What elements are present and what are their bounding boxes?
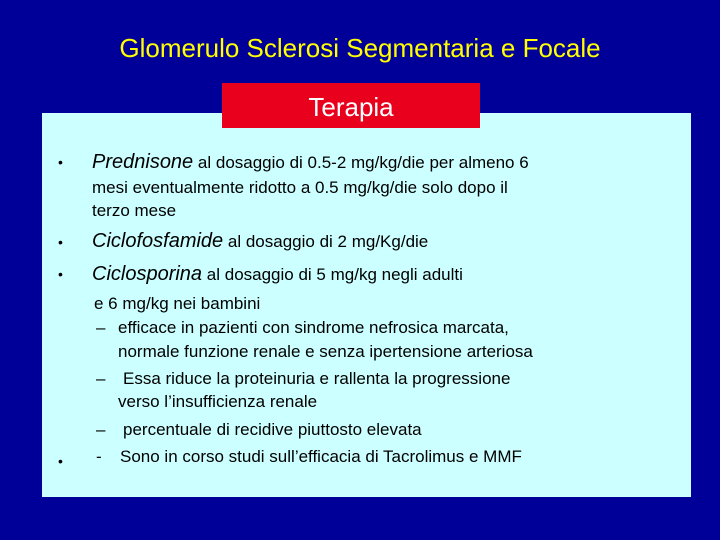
sub-item-text: efficace in pazienti con sindrome nefrosica marcata, [118,318,509,337]
drug-name: Ciclofosfamide [92,230,224,252]
sub-dash: – [96,369,106,388]
item-prednisone [92,152,529,173]
item-text: al dosaggio di 5 mg/kg negli adulti [202,265,463,284]
item-text: al dosaggio di 0.5-2 mg/kg/die per almeno 6 [193,153,529,172]
item-text: al dosaggio di 2 mg/Kg/die [223,232,429,251]
section-tab: Terapia [222,83,480,128]
sub-item-text: percentuale di recidive piuttosto elevata [123,420,422,439]
bullet-1: • [58,154,63,170]
sub-item-text: Essa riduce la proteinuria e rallenta la progressione [123,369,511,388]
sub-item-text: Sono in corso studi sull’efficacia di Tacrolimus e MMF [120,447,522,466]
sub-item-text: normale funzione renale e senza ipertensione arteriosa [118,342,533,361]
slide-title: Glomerulo Sclerosi Segmentaria e Focale [119,33,601,63]
sub-dash: – [96,420,106,439]
item-text-line: mesi eventualmente ridotto a 0.5 mg/kg/die solo dopo il [92,178,508,197]
item-text-line: terzo mese [92,201,177,220]
sub-dash: - [96,447,102,466]
item-text-line: e 6 mg/kg nei bambini [94,294,261,313]
drug-name: Prednisone [92,151,194,173]
bullet-2: • [58,234,63,250]
item-ciclofosfamide [92,231,428,252]
bullet-4: • [58,453,63,469]
bullet-3: • [58,266,63,282]
sub-item-text: verso l’insufficienza renale [118,392,318,411]
item-ciclosporina [92,264,463,285]
drug-name: Ciclosporina [92,263,203,285]
sub-dash: – [96,318,106,337]
